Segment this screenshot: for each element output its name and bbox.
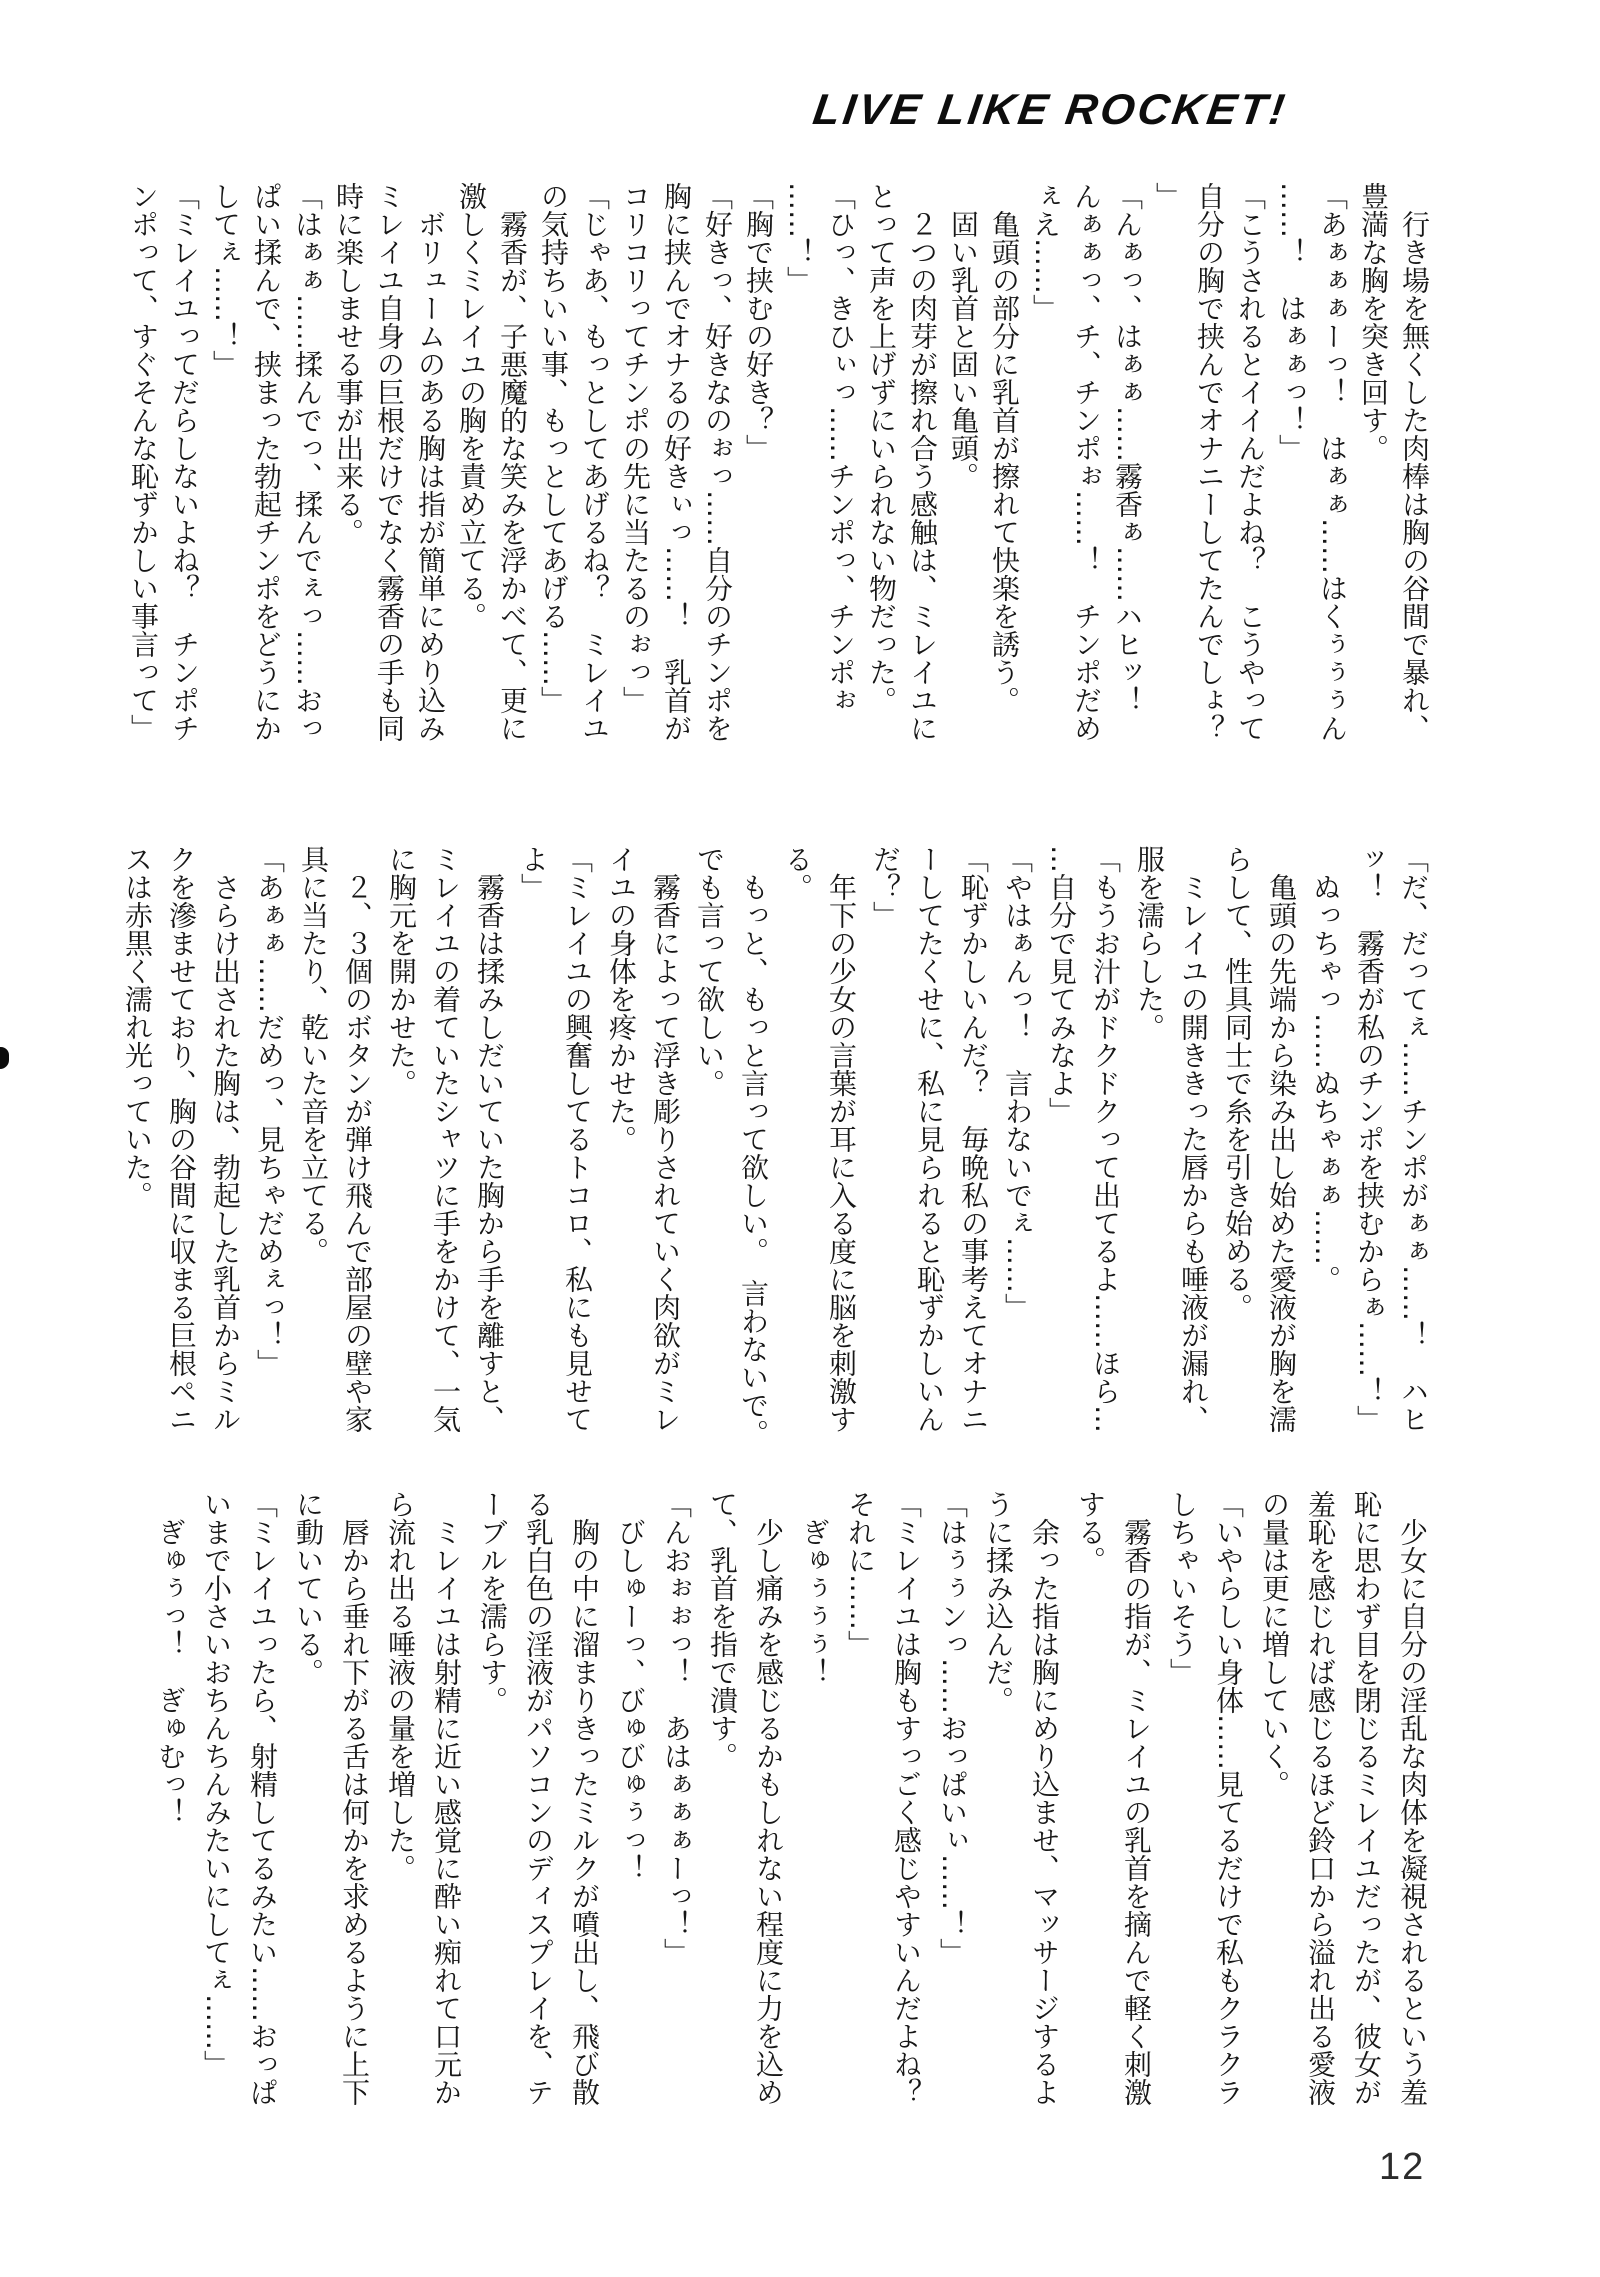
text-column: 自分の胸で挟んでオナニーしてたんでしょ？ <box>1193 182 1226 742</box>
text-column: 「ミレイユったら、射精してるみたい……おっぱ <box>246 1490 279 2106</box>
text-column: 「んぁっ、はぁぁ……霧香ぁ……ハヒッ！ <box>1111 182 1144 714</box>
text-column: …自分で見てみなよ」 <box>1045 845 1078 1125</box>
text-column: 胸に挟んでオナるの好きぃっ……！ 乳首が <box>660 182 693 742</box>
text-column: 恥に思わず目を閉じるミレイユだったが、彼女が <box>1350 1490 1383 2106</box>
text-column: ２つの肉芽が擦れ合う感触は、ミレイユに <box>906 182 939 742</box>
text-column: 激しくミレイユの胸を責め立てる。 <box>455 182 488 630</box>
scan-artifact-speck <box>0 1047 9 1069</box>
text-block-middle <box>115 845 1435 1505</box>
text-block-top <box>123 182 1435 827</box>
text-column: 胸の中に溜まりきったミルクが噴出し、飛び散 <box>568 1490 601 2106</box>
text-column: に胸元を開かせた。 <box>385 845 418 1097</box>
text-column: イユの身体を疼かせた。 <box>605 845 638 1153</box>
text-column: 豊満な胸を突き回す。 <box>1357 182 1390 462</box>
text-column: ーしてたくせに、私に見られると恥ずかしいん <box>913 845 946 1433</box>
text-column: 霧香の指が、ミレイユの乳首を摘んで軽く刺激 <box>1120 1490 1153 2106</box>
text-column: びしゅーっ、びゅびゅぅっ！ <box>614 1490 647 1882</box>
text-column: 「好きっ、好きなのぉっ……自分のチンポを <box>701 182 734 742</box>
text-column: 時に楽しませる事が出来る。 <box>332 182 365 546</box>
text-column: ぬっちゃっ……ぬちゃぁぁ……。 <box>1309 845 1342 1293</box>
page-number: 12 <box>1379 2146 1426 2188</box>
text-column: 「ミレイユは胸もすっごく感じやすいんだよね？ <box>890 1490 923 2106</box>
text-column: 「恥ずかしいんだ？ 毎晩私の事考えてオナニ <box>957 845 990 1433</box>
text-column: それに……」 <box>844 1490 877 1658</box>
text-column: ……！」 <box>783 182 816 294</box>
text-column: 羞恥を感じれば感じるほど鈴口から溢れ出る愛液 <box>1304 1490 1337 2106</box>
text-column: うに揉み込んだ。 <box>982 1490 1015 1714</box>
text-column: 「あぁぁ……だめっ、見ちゃだめぇっ！」 <box>253 845 286 1377</box>
text-column: 「ひっ、きひぃっ……チンポっ、チンポぉ <box>824 182 857 714</box>
text-column: 「はぁぁ……揉んでっ、揉んでぇっ……おっ <box>291 182 324 742</box>
text-column: ミレイユは射精に近い感覚に酔い痴れて口元か <box>430 1490 463 2106</box>
text-column: 固い乳首と固い亀頭。 <box>947 182 980 490</box>
text-column: ミレイユの着ていたシャツに手をかけて、一気 <box>429 845 462 1433</box>
text-column: してぇ……！」 <box>209 182 242 378</box>
text-column: ……！ はぁぁっ！」 <box>1275 182 1308 462</box>
text-column: て、乳首を指で潰す。 <box>706 1490 739 1770</box>
text-column: 亀頭の先端から染み出し始めた愛液が胸を濡 <box>1265 845 1298 1433</box>
text-column: 霧香が、子悪魔的な笑みを浮かべて、更に <box>496 182 529 742</box>
text-column: ミレイユの開ききった唇からも唾液が漏れ、 <box>1177 845 1210 1433</box>
text-column: 霧香は揉みしだいていた胸から手を離すと、 <box>473 845 506 1433</box>
text-column: 「あぁぁぁーっ！ はぁぁ……はくぅぅぅん <box>1316 182 1349 742</box>
text-column: 「ミレイユの興奮してるトコロ、私にも見せて <box>561 845 594 1433</box>
text-column: ミレイユ自身の巨根だけでなく霧香の手も同 <box>373 182 406 742</box>
text-column: ーブルを濡らす。 <box>476 1490 509 1714</box>
text-column: だ？」 <box>869 845 902 929</box>
text-column: の気持ちいい事、もっとしてあげる……」 <box>537 182 570 714</box>
text-column: スは赤黒く濡れ光っていた。 <box>121 845 154 1209</box>
text-column: 「はぅぅンっ……おっぱいぃ……！」 <box>936 1490 969 1966</box>
text-column: いまで小さいおちんちんみたいにしてぇ……」 <box>200 1490 233 2078</box>
text-block-bottom <box>147 1490 1435 2145</box>
text-column: 年下の少女の言葉が耳に入る度に脳を刺激す <box>825 845 858 1433</box>
text-column: 「やはぁんっ！ 言わないでぇ……」 <box>1001 845 1034 1321</box>
text-column: 「じゃあ、もっとしてあげるね？ ミレイユ <box>578 182 611 742</box>
text-column: よ」 <box>517 845 550 901</box>
text-column: 」 <box>1152 182 1185 210</box>
text-column: 余った指は胸にめり込ませ、マッサージするよ <box>1028 1490 1061 2106</box>
text-column: ら流れ出る唾液の量を増した。 <box>384 1490 417 1882</box>
text-column: 「いやらしい身体……見てるだけで私もクラクラ <box>1212 1490 1245 2106</box>
text-column: する。 <box>1074 1490 1107 1574</box>
text-column: 唇から垂れ下がる舌は何かを求めるように上下 <box>338 1490 371 2106</box>
text-column: ッ！ 霧香が私のチンポを挟むからぁ……！」 <box>1353 845 1386 1433</box>
text-column: 服を濡らした。 <box>1133 845 1166 1041</box>
text-column: 少女に自分の淫乱な肉体を凝視されるという羞 <box>1396 1490 1429 2106</box>
header-logo: LIVE LIKE ROCKET! <box>810 86 1291 134</box>
text-column: 「こうされるとイイんだよね？ こうやって <box>1234 182 1267 742</box>
text-column: 「ミレイユってだらしないよね？ チンポチ <box>168 182 201 742</box>
text-column: ぇえ……」 <box>1029 182 1062 322</box>
text-column: る乳白色の淫液がパソコンのディスプレイを、テ <box>522 1490 555 2106</box>
text-column: らして、性具同士で糸を引き始める。 <box>1221 845 1254 1321</box>
text-column: 「んおぉぉっ！ あはぁぁぁーっ！」 <box>660 1490 693 1966</box>
text-column: 行き場を無くした肉棒は胸の谷間で暴れ、 <box>1398 182 1431 742</box>
text-column: る。 <box>781 845 814 901</box>
text-column: 「だ、だってぇ……チンポがぁぁ……！ ハヒ <box>1397 845 1430 1433</box>
text-column: 霧香によって浮き彫りされていく肉欲がミレ <box>649 845 682 1433</box>
text-column: 「もうお汁がドクドクって出てるよ……ほら… <box>1089 845 1122 1433</box>
text-column: しちゃいそう」 <box>1166 1490 1199 1686</box>
text-column: ぱい揉んで、挟まった勃起チンポをどうにか <box>250 182 283 742</box>
text-column: 少し痛みを感じるかもしれない程度に力を込め <box>752 1490 785 2106</box>
text-column: の量は更に増していく。 <box>1258 1490 1291 1798</box>
text-column: もっと、もっと言って欲しい。 言わないで。 <box>737 845 770 1447</box>
text-column: 具に当たり、乾いた音を立てる。 <box>297 845 330 1265</box>
text-column: コリコリってチンポの先に当たるのぉっ」 <box>619 182 652 714</box>
text-column: ぎゅぅぅぅ！ <box>798 1490 831 1686</box>
text-column: 亀頭の部分に乳首が擦れて快楽を誘う。 <box>988 182 1021 714</box>
text-column: 「胸で挟むの好き？」 <box>742 182 775 462</box>
text-column: ２、３個のボタンが弾け飛んで部屋の壁や家 <box>341 845 374 1433</box>
text-column: ぎゅぅっ！ ぎゅむっ！ <box>154 1490 187 1826</box>
text-column: クを滲ませており、胸の谷間に収まる巨根ペニ <box>165 845 198 1433</box>
text-column: ンポって、すぐそんな恥ずかしい事言って」 <box>127 182 160 742</box>
text-column: さらけ出された胸は、勃起した乳首からミル <box>209 845 242 1433</box>
text-column: んぁぁっ、チ、チンポぉ……！ チンポだめ <box>1070 182 1103 742</box>
text-column: ボリュームのある胸は指が簡単にめり込み <box>414 182 447 742</box>
text-column: でも言って欲しい。 <box>693 845 726 1097</box>
text-column: とって声を上げずにいられない物だった。 <box>865 182 898 714</box>
text-column: に動いている。 <box>292 1490 325 1686</box>
